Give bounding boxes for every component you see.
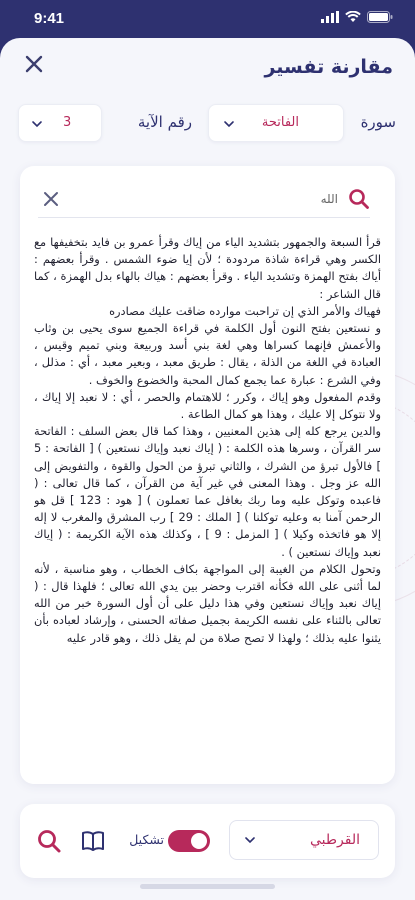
search-input[interactable]	[78, 186, 338, 212]
clear-search-icon[interactable]	[42, 190, 60, 208]
status-icons	[321, 11, 393, 23]
tafsir-paragraph: والدين يرجع كله إلى هذين المعنيين ، وهذا كما قال بعض السلف : الفاتحة سر القرآن ، وسرها هذه الكلمة : ( إياك نعبد وإياك نستعين ) [ الفاتحة : 5 ] فالأول تبرؤ من الشرك ، والثاني تبرؤ من الحول والقوة ، والتفويض إلى الله عز وجل . وهذا المعنى في غير آية من القرآن ، كما قال تعالى : ( فاعبده وتوكل عليه وما ربك بغافل عما تعملون ) [ هود : 123 ] قل هو الرحمن آمنا به وعليه توكلنا ) [ الملك : 29 ] رب المشرق والمغرب لا إله إلا هو فاتخذه وكيلا ) [ المزمل : 9 ] ، وكذلك هذه الآية الكريمة : ( إياك نعبد وإياك نستعين ) .	[34, 424, 381, 559]
tafsir-paragraph: قرأ السبعة والجمهور بتشديد الياء من إياك وقرأ عمرو بن فايد بتخفيفها مع الكسر وهي قراءة شاذة مردودة ؛ لأن إيا ضوء الشمس . وقرأ بعضهم : أياك بفتح الهمزة وتشديد الياء . وقرأ بعضهم : هياك بالهاء بدل الهمزة ، كما قال الشاعر :	[34, 235, 381, 301]
text-fade	[20, 764, 395, 784]
tafsir-paragraph: وقدم المفعول وهو إياك ، وكرر ؛ للاهتمام والحصر ، أي : لا نعبد إلا إياك ، ولا نتوكل إلا عليك ، وهذا هو كمال الطاعة .	[34, 389, 381, 422]
ayah-select[interactable]	[18, 104, 102, 142]
surah-value: الفاتحة	[261, 115, 299, 130]
signal-icon	[321, 11, 339, 23]
status-bar	[0, 0, 415, 40]
book-icon[interactable]	[80, 828, 106, 854]
tafsir-paragraph: فهياك والأمر الذي إن تراحبت موارده ضاقت عليك مصادره	[109, 303, 381, 318]
search-row	[38, 180, 370, 218]
page-title: مقارنة تفسير	[264, 56, 393, 78]
close-icon[interactable]	[22, 52, 46, 76]
surah-label: سورة	[360, 113, 396, 131]
wifi-icon	[345, 11, 361, 23]
search-icon[interactable]	[348, 188, 370, 210]
chevron-down-icon	[31, 118, 43, 130]
home-indicator	[140, 884, 275, 889]
tafsir-text	[34, 234, 381, 774]
tafsir-paragraph: وتحول الكلام من الغيبة إلى المواجهة بكاف الخطاب ، وهو مناسبة ، لأنه لما أثنى على الله فكأنه اقترب وحضر بين يدي الله تعالى ؛ فلهذا قال : ( إياك نعبد وإياك نستعين وفي هذا دليل على أن أول السورة خبر من الله تعالى بالثناء على نفسه الكريمة بجميل صفاته الحسنى ، وإرشاد لعباده بأن يثنوا عليه بذلك ؛ ولهذا لا تصح صلاة من لم يقل ذلك ، وهو قادر عليه	[34, 561, 381, 645]
header	[0, 38, 415, 98]
toggle-knob	[191, 833, 207, 849]
tafsir-source-select[interactable]	[229, 820, 379, 860]
tashkeel-toggle[interactable]	[168, 830, 210, 852]
bottom-bar	[20, 804, 395, 878]
tafsir-paragraph: و نستعين بفتح النون أول الكلمة في قراءة الجميع سوى يحيى بن وثاب والأعمش فإنهما كسراها وهي لغة بني أسد وربيعة وبني تميم وقيس ، العبادة في اللغة من الذلة ، يقال : طريق معبد ، وبعير معبد ، أي : مذلل ، وفي الشرع : عبارة عما يجمع كمال المحبة والخضوع والخوف .	[34, 321, 381, 387]
tafsir-source-value: القرطبي	[310, 832, 360, 848]
chevron-down-icon	[223, 118, 235, 130]
ayah-label: رقم الآية	[137, 113, 192, 131]
status-time: 9:41	[34, 10, 65, 27]
surah-select[interactable]	[208, 104, 344, 142]
tashkeel-label: تشكيل	[129, 832, 164, 847]
ayah-value: 3	[63, 115, 72, 130]
battery-icon	[367, 11, 393, 23]
filters-row	[18, 104, 398, 142]
tafsir-card	[20, 166, 395, 784]
search-icon[interactable]	[36, 828, 62, 854]
tafsir-comparison-sheet	[0, 38, 415, 900]
chevron-down-icon	[244, 834, 256, 846]
